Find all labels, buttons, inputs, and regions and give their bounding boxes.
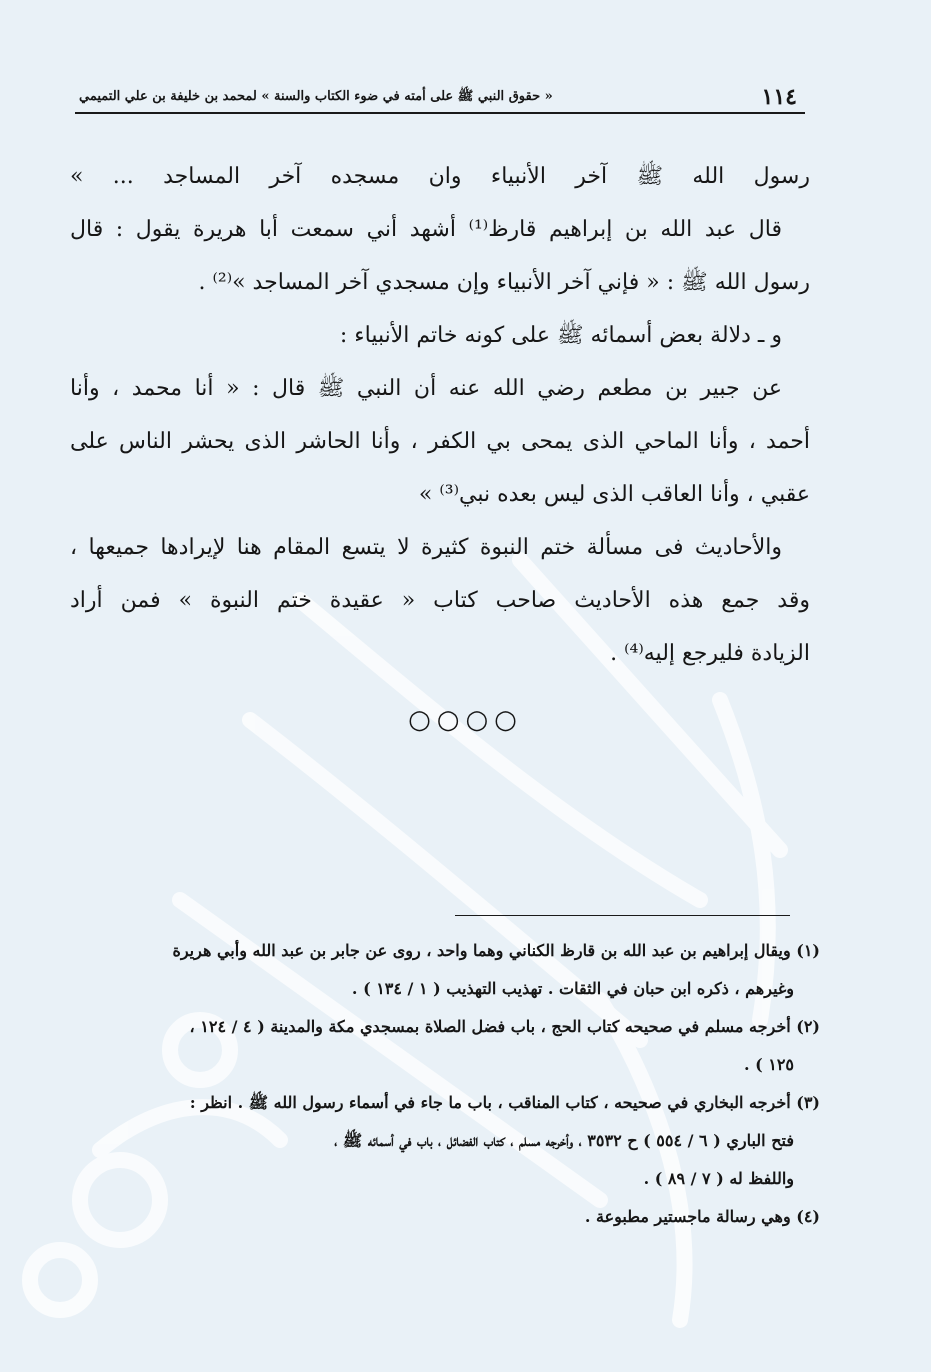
text-line: عقبي ، وأنا العاقب الذى ليس بعده نبي⁽³⁾ »: [418, 482, 810, 507]
footnote-3: (٣) أخرجه البخاري في صحيحه ، كتاب المناقب ، باب ما جاء في أسماء رسول الله ﷺ . انظر :: [189, 1093, 820, 1112]
section-heading: و ـ دلالة بعض أسمائه ﷺ على كونه خاتم الأنبياء :: [339, 323, 782, 348]
footnote-4: (٤) وهي رسالة ماجستير مطبوعة .: [584, 1207, 820, 1226]
section-separator: ○○○○: [408, 705, 523, 735]
footnotes: [75, 932, 820, 1236]
text-line: وقد جمع هذه الأحاديث صاحب كتاب « عقيدة ختم النبوة » فمن أراد: [70, 588, 810, 613]
footnote-3-cont: واللفظ له ( ٧ / ٨٩ ) .: [643, 1169, 794, 1188]
main-text: [70, 150, 810, 680]
footnote-2: (٢) أخرجه مسلم في صحيحه كتاب الحج ، باب فضل الصلاة بمسجدي مكة والمدينة ( ٤ / ١٢٤ ،: [189, 1017, 820, 1036]
running-title: « حقوق النبي ﷺ على أمته في ضوء الكتاب والسنة » لمحمد بن خليفة بن علي التميمي: [79, 88, 553, 104]
text-line: أحمد ، وأنا الماحي الذى يمحى بي الكفر ، وأنا الحاشر الذى يحشر الناس على: [70, 429, 810, 454]
page-header: [75, 82, 805, 114]
text-line: الزيادة فليرجع إليه⁽⁴⁾ .: [610, 641, 810, 666]
footnote-2-cont: ١٢٥ ) .: [743, 1055, 794, 1074]
page-number: ١١٤: [761, 84, 797, 110]
text-line: عن جبير بن مطعم رضي الله عنه أن النبي ﷺ قال : « أنا محمد ، وأنا: [70, 376, 782, 401]
text-line: والأحاديث فى مسألة ختم النبوة كثيرة لا يتسع المقام هنا لإيرادها جميعها ،: [70, 535, 782, 560]
footnote-3-cont: فتح الباري ( ٦ / ٥٥٤ ) ح ٣٥٣٢ ، وأخرجه مسلم ، كتاب الفضائل ، باب في أسمائه ﷺ ،: [334, 1131, 794, 1150]
footnote-rule: [455, 915, 790, 916]
text-line: رسول الله ﷺ آخر الأنبياء وان مسجده آخر المساجد ... »: [70, 164, 810, 189]
footnote-1: (١) ويقال إبراهيم بن عبد الله بن قارظ الكناني وهما واحد ، روى عن جابر بن عبد الله وأبي هريرة: [172, 941, 820, 960]
text-line: قال عبد الله بن إبراهيم قارظ⁽¹⁾ أشهد أني سمعت أبا هريرة يقول : قال: [70, 217, 782, 242]
text-line: رسول الله ﷺ : « فإني آخر الأنبياء وإن مسجدي آخر المساجد »⁽²⁾ .: [198, 270, 810, 295]
footnote-1-cont: وغيرهم ، ذكره ابن حبان في الثقات . تهذيب التهذيب ( ١ / ١٣٤ ) .: [351, 979, 794, 998]
